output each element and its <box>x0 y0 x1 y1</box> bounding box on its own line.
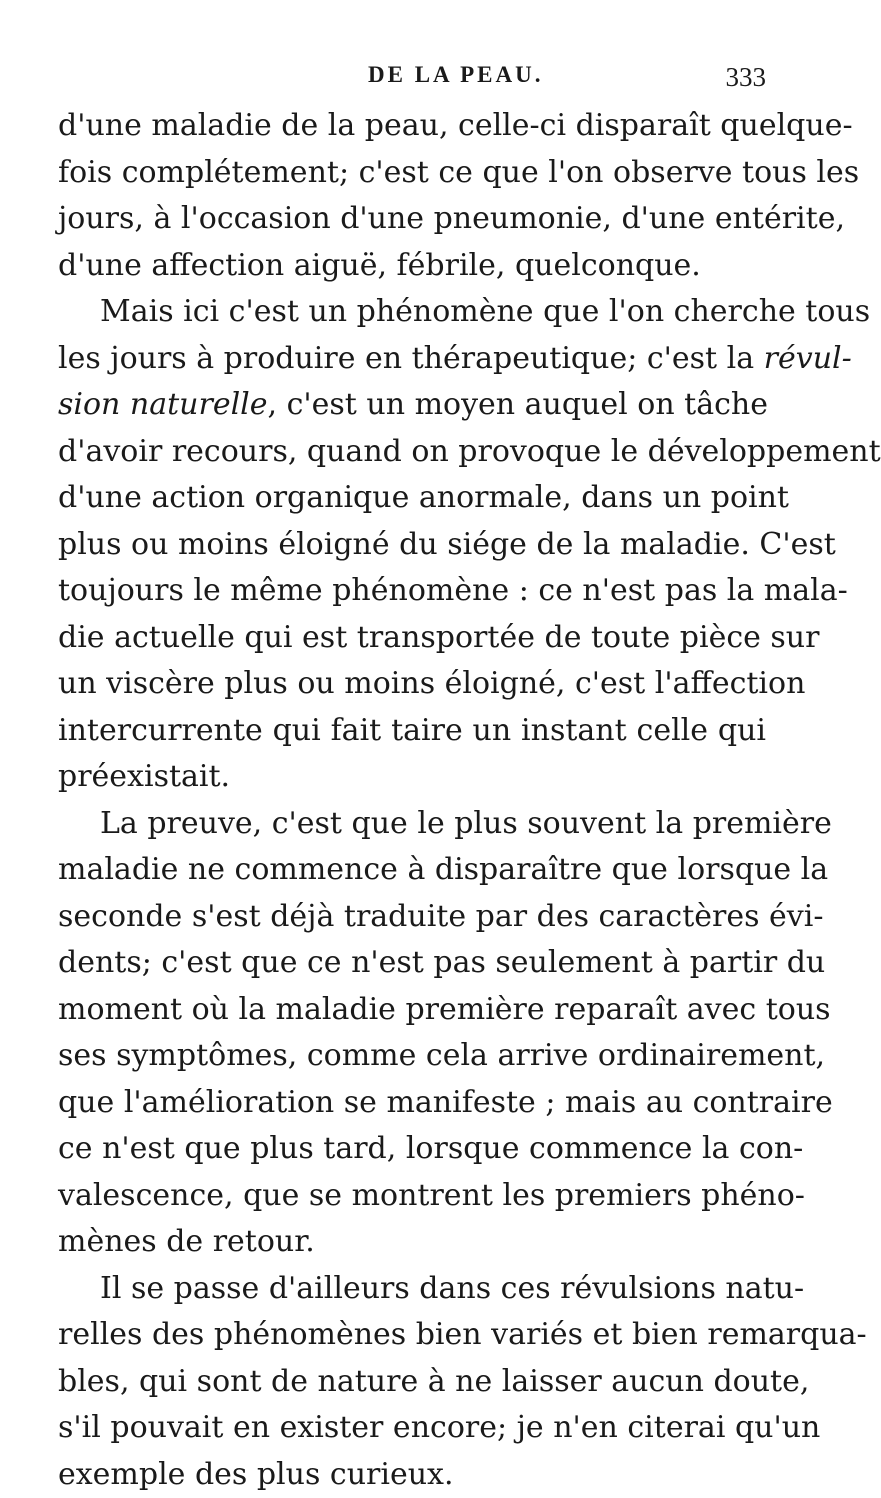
text-line: un viscère plus ou moins éloigné, c'est l'affection <box>58 661 766 708</box>
text-line: d'avoir recours, quand on provoque le développement <box>58 429 766 476</box>
text-line: bles, qui sont de nature à ne laisser aucun doute, <box>58 1359 766 1406</box>
text-line: Mais ici c'est un phénomène que l'on cherche tous <box>58 289 766 336</box>
text-line: seconde s'est déjà traduite par des caractères évi- <box>58 894 766 941</box>
text-line: jours, à l'occasion d'une pneumonie, d'une entérite, <box>58 196 766 243</box>
italic-term: révul- <box>764 341 852 376</box>
text-line: relles des phénomènes bien variés et bien remarqua- <box>58 1312 766 1359</box>
text-line: toujours le même phénomène : ce n'est pas la mala- <box>58 568 766 615</box>
text-line: exemple des plus curieux. <box>58 1452 766 1498</box>
text-line: préexistait. <box>58 754 766 801</box>
body-text <box>58 103 766 1498</box>
text-line <box>58 336 766 383</box>
paragraph-3 <box>58 801 766 1266</box>
text-line: d'une action organique anormale, dans un point <box>58 475 766 522</box>
text-line-segment: , c'est un moyen auquel on tâche <box>268 387 768 422</box>
text-line: ses symptômes, comme cela arrive ordinairement, <box>58 1033 766 1080</box>
text-line-segment: les jours à produire en thérapeutique; c'est la <box>58 341 754 376</box>
italic-term: sion naturelle <box>58 387 268 422</box>
page-number: 333 <box>726 62 767 93</box>
running-head <box>58 62 766 102</box>
text-line: ce n'est que plus tard, lorsque commence la con- <box>58 1126 766 1173</box>
text-line: d'une affection aiguë, fébrile, quelconque. <box>58 243 766 290</box>
text-line: fois complétement; c'est ce que l'on observe tous les <box>58 150 766 197</box>
text-line: intercurrente qui fait taire un instant celle qui <box>58 708 766 755</box>
text-line: dents; c'est que ce n'est pas seulement à partir du <box>58 940 766 987</box>
paragraph-2 <box>58 289 766 801</box>
text-line: die actuelle qui est transportée de toute pièce sur <box>58 615 766 662</box>
text-line <box>58 382 766 429</box>
text-line: d'une maladie de la peau, celle-ci disparaît quelque- <box>58 103 766 150</box>
text-line: valescence, que se montrent les premiers phéno- <box>58 1173 766 1220</box>
text-line: moment où la maladie première reparaît avec tous <box>58 987 766 1034</box>
text-line: La preuve, c'est que le plus souvent la première <box>58 801 766 848</box>
text-line: plus ou moins éloigné du siége de la maladie. C'est <box>58 522 766 569</box>
text-line: que l'amélioration se manifeste ; mais au contraire <box>58 1080 766 1127</box>
text-line: mènes de retour. <box>58 1219 766 1266</box>
text-line: s'il pouvait en exister encore; je n'en citerai qu'un <box>58 1405 766 1452</box>
paragraph-4 <box>58 1266 766 1498</box>
running-title: DE LA PEAU. <box>368 62 544 88</box>
text-line: maladie ne commence à disparaître que lorsque la <box>58 847 766 894</box>
paragraph-1 <box>58 103 766 289</box>
text-line: Il se passe d'ailleurs dans ces révulsions natu- <box>58 1266 766 1313</box>
